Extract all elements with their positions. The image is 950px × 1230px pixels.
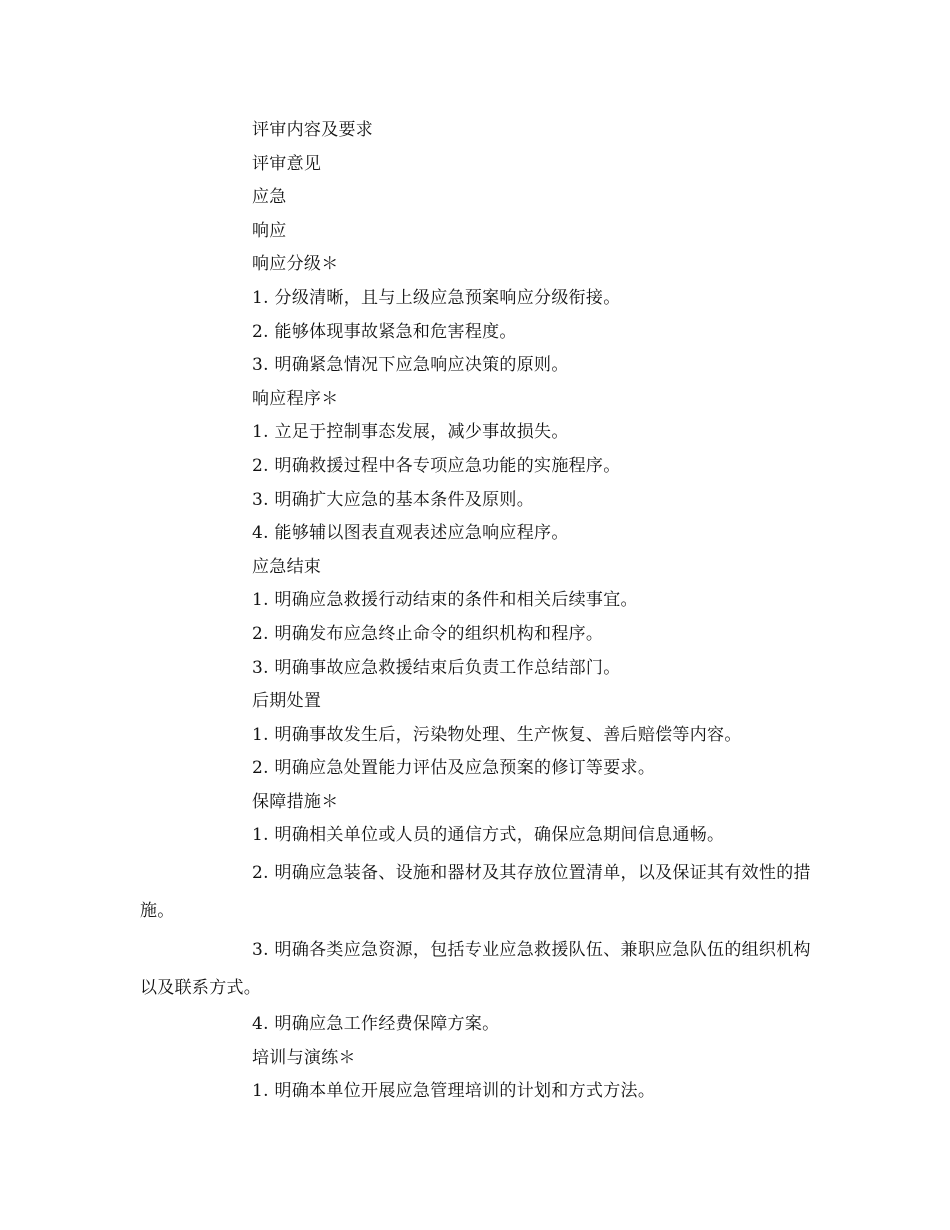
list-item-wrapped: 2. 明确应急装备、设施和器材及其存放位置清单，以及保证其有效性的措施。 [140, 863, 811, 922]
document-body [140, 114, 815, 1109]
list-item: 4. 明确应急工作经费保障方案。 [252, 1014, 500, 1035]
section-heading: 响应分级＊ [252, 254, 339, 275]
list-item: 1. 明确应急救援行动结束的条件和相关后续事宜。 [252, 590, 638, 611]
list-item: 2. 明确救援过程中各专项应急功能的实施程序。 [252, 455, 621, 476]
list-item: 2. 明确应急处置能力评估及应急预案的修订等要求。 [252, 758, 656, 779]
section-heading: 后期处置 [252, 691, 322, 712]
list-item: 3. 明确事故应急救援结束后负责工作总结部门。 [252, 657, 621, 678]
section-heading: 保障措施＊ [252, 791, 339, 812]
list-item: 2. 能够体现事故紧急和危害程度。 [252, 321, 517, 342]
list-item: 1. 明确相关单位或人员的通信方式，确保应急期间信息通畅。 [252, 825, 725, 846]
list-item: 1. 分级清晰，且与上级应急预案响应分级衔接。 [252, 287, 621, 308]
section-heading: 评审意见 [252, 153, 322, 174]
list-item: 1. 立足于控制事态发展，减少事故损失。 [252, 422, 569, 443]
list-item: 4. 能够辅以图表直观表述应急响应程序。 [252, 523, 569, 544]
list-item: 3. 明确紧急情况下应急响应决策的原则。 [252, 355, 569, 376]
section-heading: 响应程序＊ [252, 388, 339, 409]
list-item: 2. 明确发布应急终止命令的组织机构和程序。 [252, 623, 604, 644]
section-heading: 应急结束 [252, 556, 322, 577]
list-item: 1. 明确事故发生后，污染物处理、生产恢复、善后赔偿等内容。 [252, 724, 742, 745]
section-heading: 应急 [252, 187, 287, 208]
section-heading: 评审内容及要求 [252, 120, 374, 140]
list-item: 1. 明确本单位开展应急管理培训的计划和方式方法。 [252, 1081, 656, 1102]
section-heading: 响应 [252, 220, 287, 241]
list-item: 3. 明确扩大应急的基本条件及原则。 [252, 489, 535, 510]
section-heading: 培训与演练＊ [252, 1047, 356, 1068]
list-item-wrapped: 3. 明确各类应急资源，包括专业应急救援队伍、兼职应急队伍的组织机构以及联系方式。 [140, 940, 811, 999]
